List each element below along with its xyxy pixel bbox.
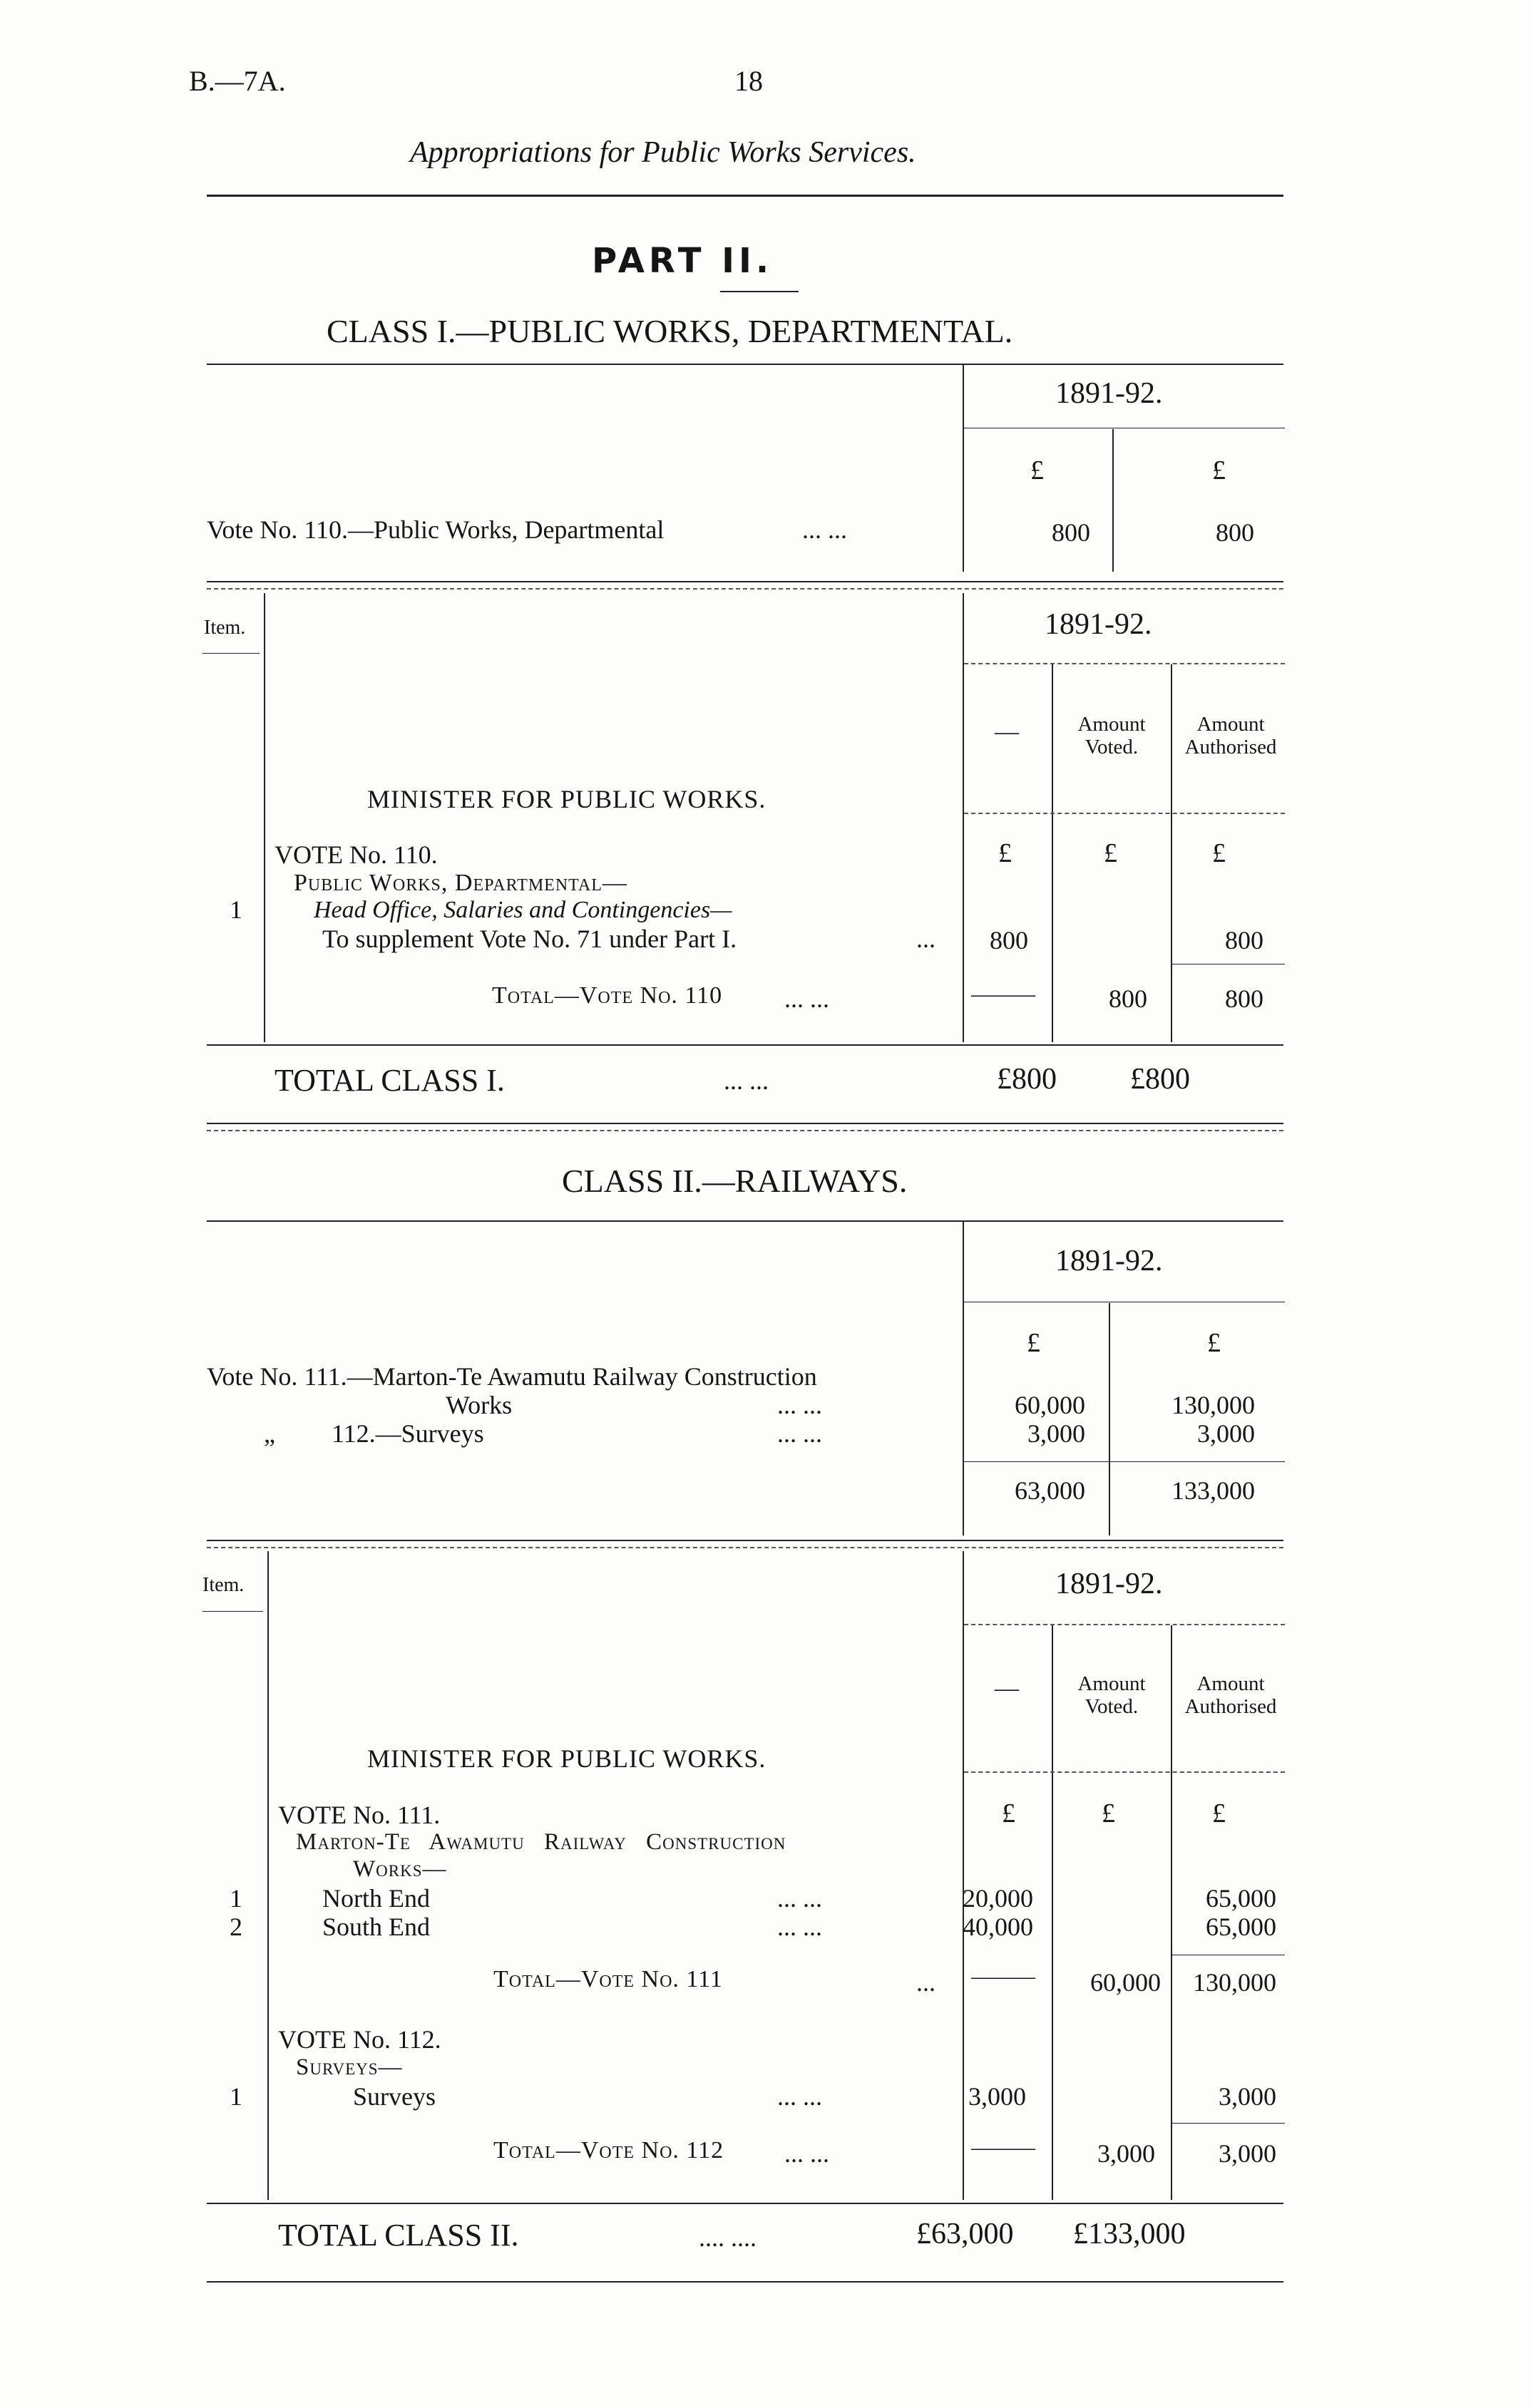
pound-symbol: £ <box>1104 838 1117 868</box>
pound-symbol: £ <box>1102 1799 1115 1828</box>
dash-column-header: — <box>995 1675 1019 1702</box>
part-heading-underline <box>720 291 799 292</box>
vote-110-amount-authorised: 800 <box>1216 518 1254 547</box>
vote-110-amount: 800 <box>1052 518 1090 547</box>
summary-divider <box>963 1222 964 1535</box>
item-number: 2 <box>230 1913 242 1941</box>
total-dash: ——— <box>971 982 1035 1006</box>
rule <box>207 1130 1283 1131</box>
vote-111-subhead-continued: Works— <box>353 1856 447 1882</box>
year-header: 1891-92. <box>1055 1568 1163 1600</box>
bottom-rule <box>207 2281 1283 2283</box>
vote-110-title: VOTE No. 110. <box>275 840 438 869</box>
year-header: 1891-92. <box>1045 608 1152 641</box>
class-2-top-rule <box>207 1220 1283 1222</box>
total-dash: ——— <box>971 2136 1035 2159</box>
header-rule <box>207 195 1283 197</box>
column-divider <box>1052 664 1053 1042</box>
item-amount-authorised: 3,000 <box>1219 2082 1276 2111</box>
pound-symbol: £ <box>998 838 1012 868</box>
rule <box>207 1540 1283 1541</box>
item-column-divider <box>267 1551 269 2200</box>
vote-112-amount-authorised: 3,000 <box>1197 1419 1255 1448</box>
vote-110-total-authorised: 800 <box>1225 984 1263 1013</box>
class-1-total-authorised: £800 <box>1130 1063 1190 1096</box>
column-divider <box>1052 1625 1053 2200</box>
rule <box>207 1547 1283 1548</box>
leader-dots: ... ... <box>777 1913 822 1941</box>
item-amount-authorised: 800 <box>1225 926 1263 955</box>
part-heading: PART II. <box>592 241 774 281</box>
ditto-mark: „ <box>264 1419 275 1448</box>
vote-111-label: Vote No. 111.—Marton-Te Awamutu Railway Construction <box>207 1362 817 1391</box>
leader-dots: ... ... <box>777 1391 822 1419</box>
year-rule <box>964 663 1285 664</box>
class-1-top-rule <box>207 364 1283 365</box>
item-label: Surveys <box>353 2082 436 2111</box>
vote-112-subhead: Surveys— <box>296 2054 403 2080</box>
vote-110-total-label: Total—Vote No. 110 <box>492 982 723 1009</box>
amount-voted-header: Amount Voted. <box>1077 1672 1146 1718</box>
class-2-total-label: TOTAL CLASS II. <box>278 2218 519 2253</box>
vote-111-total-label: Total—Vote No. 111 <box>493 1966 723 1992</box>
vote-112-title: VOTE No. 112. <box>278 2025 441 2054</box>
vote-111-label-continued: Works <box>446 1391 513 1419</box>
vote-111-title: VOTE No. 111. <box>278 1801 441 1829</box>
class-1-heading: CLASS I.—PUBLIC WORKS, DEPARTMENTAL. <box>327 313 1013 349</box>
vote-112-label: 112.—Surveys <box>332 1419 484 1448</box>
header-rule <box>964 1771 1285 1773</box>
summary-divider <box>963 365 964 572</box>
pound-symbol: £ <box>1027 1328 1040 1358</box>
vote-110-label: Vote No. 110.—Public Works, Departmental <box>207 515 665 544</box>
amount-authorised-header: Amount Authorised <box>1184 713 1277 758</box>
vote-111-amount-authorised: 130,000 <box>1171 1391 1255 1419</box>
rule <box>207 1044 1283 1046</box>
dash-column-header: — <box>995 719 1019 745</box>
document-reference: B.—7A. <box>189 65 286 97</box>
class-2-summary-sum: 63,000 <box>1015 1476 1085 1505</box>
vote-112-total-label: Total—Vote No. 112 <box>493 2137 724 2163</box>
sum-rule <box>1172 2123 1285 2124</box>
rule <box>207 2203 1283 2204</box>
pound-symbol: £ <box>1030 456 1044 485</box>
page-number: 18 <box>734 65 763 97</box>
sum-rule <box>964 1461 1285 1462</box>
item-amount: 40,000 <box>963 1913 1033 1941</box>
item-number: 1 <box>230 895 242 924</box>
vote-111-subhead: Marton-Te Awamutu Railway Construction <box>296 1829 786 1855</box>
leader-dots: ... <box>916 1968 935 1997</box>
rule <box>207 581 1283 582</box>
vote-111-total-voted: 60,000 <box>1090 1968 1161 1997</box>
amount-column-divider <box>963 593 964 1042</box>
vote-112-amount: 3,000 <box>1027 1419 1085 1448</box>
item-amount: 3,000 <box>968 2082 1026 2111</box>
pound-symbol: £ <box>1212 1799 1226 1828</box>
leader-dots: ... ... <box>777 2082 822 2111</box>
header-rule <box>964 813 1285 814</box>
vote-111-amount: 60,000 <box>1015 1391 1085 1419</box>
item-amount: 20,000 <box>963 1884 1033 1913</box>
amount-voted-header: Amount Voted. <box>1077 713 1146 758</box>
class-1-total-label: TOTAL CLASS I. <box>275 1063 505 1098</box>
minister-heading: MINISTER FOR PUBLIC WORKS. <box>367 1744 766 1773</box>
vote-110-subhead: Public Works, Departmental— <box>294 870 627 896</box>
pound-symbol: £ <box>1212 838 1226 868</box>
item-column-divider <box>264 593 265 1042</box>
leader-dots: ... <box>916 925 935 953</box>
pound-symbol: £ <box>1212 456 1226 485</box>
vote-110-subhead-detail: Head Office, Salaries and Contingencies— <box>314 897 732 923</box>
running-title: Appropriations for Public Works Services. <box>410 136 916 169</box>
class-2-total-voted: £63,000 <box>916 2218 1014 2250</box>
year-rule <box>964 1624 1285 1625</box>
class-2-total-authorised: £133,000 <box>1073 2218 1186 2250</box>
item-amount-authorised: 65,000 <box>1206 1884 1276 1913</box>
vote-112-total-authorised: 3,000 <box>1219 2139 1276 2168</box>
item-label: North End <box>322 1884 430 1913</box>
class-1-total-voted: £800 <box>997 1063 1057 1096</box>
class-2-summary-sum-authorised: 133,000 <box>1171 1476 1255 1505</box>
vote-110-total-voted: 800 <box>1109 984 1147 1013</box>
vote-112-total-voted: 3,000 <box>1097 2139 1155 2168</box>
item-amount-authorised: 65,000 <box>1206 1913 1276 1941</box>
leader-dots: ... ... <box>784 2139 829 2168</box>
amount-authorised-header: Amount Authorised <box>1184 1672 1277 1718</box>
item-column-header: Item. <box>202 1574 245 1596</box>
year-header: 1891-92. <box>1055 377 1163 410</box>
leader-dots: ... ... <box>777 1419 822 1448</box>
total-dash: ——— <box>971 1965 1035 1988</box>
year-header: 1891-92. <box>1055 1245 1163 1277</box>
rule <box>207 588 1283 590</box>
summary-column-divider <box>1112 429 1114 572</box>
class-2-heading: CLASS II.—RAILWAYS. <box>562 1163 908 1199</box>
item-header-rule <box>202 653 260 654</box>
leader-dots: .... .... <box>699 2223 757 2252</box>
item-number: 1 <box>230 2082 242 2111</box>
item-label: South End <box>322 1913 431 1941</box>
leader-dots: ... ... <box>784 984 829 1013</box>
leader-dots: ... ... <box>777 1884 822 1913</box>
column-divider <box>1171 664 1172 1042</box>
pound-symbol: £ <box>1207 1328 1221 1358</box>
item-column-header: Item. <box>204 617 246 639</box>
amount-column-divider <box>963 1551 964 2200</box>
leader-dots: ... ... <box>802 515 847 544</box>
minister-heading: MINISTER FOR PUBLIC WORKS. <box>367 785 766 813</box>
item-amount: 800 <box>990 926 1028 955</box>
item-header-rule <box>202 1611 263 1612</box>
rule <box>207 1123 1283 1124</box>
item-number: 1 <box>230 1884 242 1913</box>
summary-column-divider <box>1109 1303 1110 1535</box>
vote-111-total-authorised: 130,000 <box>1193 1968 1276 1997</box>
pound-symbol: £ <box>1002 1799 1015 1828</box>
item-label: To supplement Vote No. 71 under Part I. <box>322 925 737 953</box>
leader-dots: ... ... <box>724 1066 769 1095</box>
